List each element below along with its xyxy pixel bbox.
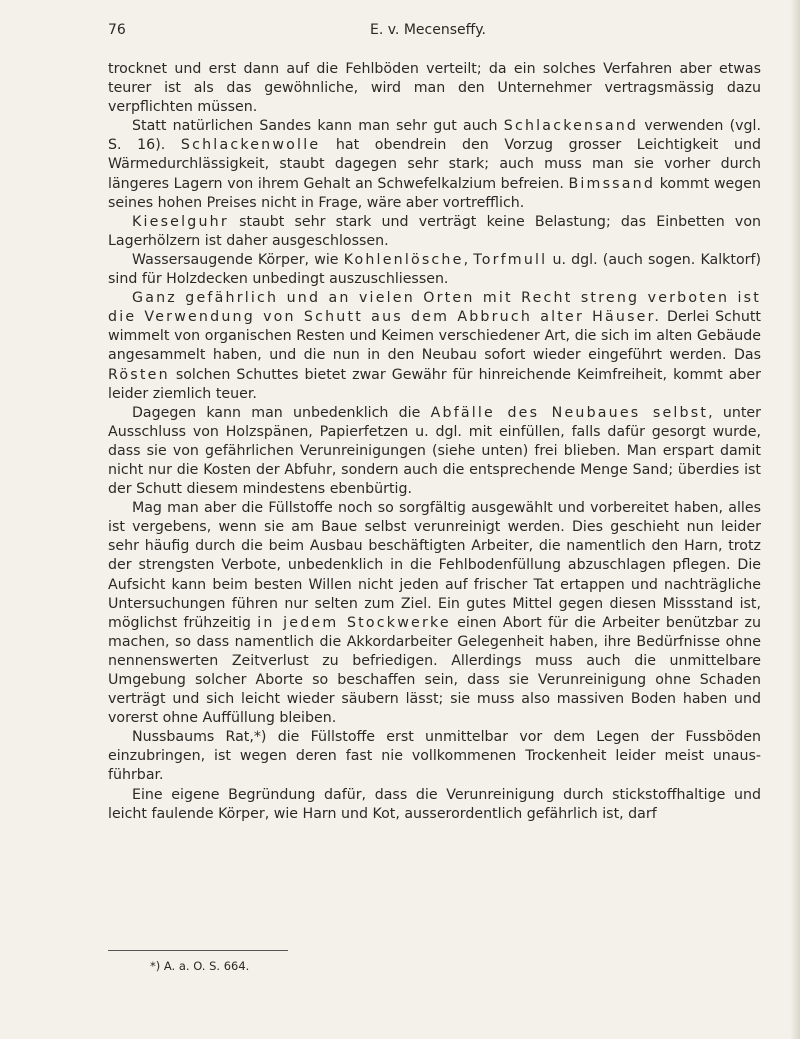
page-edge-shadow	[790, 0, 800, 1039]
text-run: staubt sehr stark und verträgt keine Belastung; das Einbetten von Lagerhölzern ist daher ausgeschlossen.	[108, 213, 761, 249]
text-run: u. dgl. (auch sogen. Kalktorf) sind für Holzdecken unbedingt auszuschliessen.	[108, 251, 761, 288]
spaced-emphasis: Schlackensand	[503, 118, 639, 135]
paragraph	[108, 251, 761, 289]
paragraph	[108, 728, 761, 785]
text-run: Mag man aber die Füllstoffe noch so sorgfältig ausgewählt und vorbereitet haben, alles ist vergebens, wenn sie am Baue selbst verunreinigt werden. Dies geschieht nun leider sehr häufig durch die beim Ausbau beschäftigten Arbeiter, die namentlich den Harn, trotz der strengsten Verbote, unbedenklich in die Fehlbodenfüllung abzuschlagen pflegen. Die Aufsicht kann beim besten Willen nicht jeden auf frischer Tat ertappen und nachträgliche Untersuchungen führen nur selten zum Ziel. Ein gutes Mittel gegen diesen Missstand ist, möglichst frühzeitig	[108, 500, 761, 631]
paragraph	[108, 289, 761, 404]
paragraph	[108, 404, 761, 499]
text-run: Statt natürlichen Sandes kann man sehr gut auch	[132, 118, 504, 135]
paragraph	[108, 60, 761, 117]
text-run: Nussbaums Rat,*) die Füllstoffe erst unmittelbar vor dem Legen der Fussböden einzubringen, ist wegen deren fast nie vollkommenen Trockenheit leider meist unausführbar.	[108, 729, 761, 784]
paragraph	[108, 213, 761, 251]
paragraph	[108, 499, 761, 728]
spaced-emphasis: Abfälle des Neubaues selbst	[430, 404, 709, 421]
page-number: 76	[108, 22, 126, 38]
spaced-emphasis: Bimssand	[568, 175, 656, 192]
spaced-emphasis: Rösten	[108, 366, 170, 383]
text-run: solchen Schuttes bietet zwar Gewähr für hinreichende Keimfreiheit, kommt aber leider ziemlich teuer.	[108, 366, 761, 402]
spaced-emphasis: Torfmull	[473, 251, 548, 268]
paragraph	[108, 117, 761, 212]
text-run: Wassersaugende Körper, wie	[132, 251, 344, 268]
spaced-emphasis: Kieselguhr	[132, 213, 229, 230]
text-run: hat obendrein den Vorzug grosser Leichtigkeit und Wärmedurchlässigkeit, staubt dagegen sehr stark; auch muss man sie vorher durch längeres Lagern von ihrem Gehalt an Schwefelkalzium befreien.	[108, 137, 762, 192]
body-text	[108, 60, 761, 824]
spaced-emphasis: Kohlenlösche	[343, 251, 464, 268]
spaced-emphasis: Ganz gefährlich und an vielen Orten mit Recht streng verboten ist die Verwendung von Schutt aus dem Abbruch alter Häuser.	[108, 290, 761, 326]
running-head: E. v. Mecenseffy.	[369, 22, 486, 38]
footnote: *) A. a. O. S. 664.	[150, 959, 250, 973]
paragraph	[108, 786, 761, 824]
text-run: kommt wegen seines hohen Preises nicht in Frage, wäre aber vortrefflich.	[108, 175, 761, 211]
page-header	[108, 18, 748, 42]
spaced-emphasis: Schlackenwolle	[180, 137, 321, 154]
text-run: ,	[463, 251, 474, 268]
spaced-emphasis: in jedem Stockwerke	[257, 614, 451, 631]
footnote-rule	[108, 950, 288, 951]
text-run: Derlei Schutt wimmelt von organischen Resten und Keimen verschiedener Art, die sich im alten Gebäude angesammelt haben, und die nun in den Neubau sofort wieder eingeführt werden. Das	[108, 309, 761, 364]
text-run: Dagegen kann man unbedenklich die	[132, 404, 431, 421]
text-run: einen Abort für die Arbeiter benützbar zu machen, so dass namentlich die Akkordarbeiter Gelegenheit haben, ihre Bedürfnisse ohne nennenswerten Zeitverlust zu befriedigen. Allerdings muss auch die unmittelbare Umgebung solcher Aborte so beschaffen sein, dass sie Verunreinigung ohne Schaden verträgt und sich leicht wieder säubern lässt; sie muss also massiven Boden haben und vorerst ohne Auffüllung bleiben.	[108, 614, 761, 727]
text-run: trocknet und erst dann auf die Fehlböden verteilt; da ein solches Verfahren aber etwas teurer ist als das gewöhnliche, wird man den Unternehmer vertragsmässig dazu verpflichten müssen.	[108, 61, 761, 116]
text-run: verwenden (vgl. S. 16).	[108, 118, 762, 154]
text-run: , unter Ausschluss von Holzspänen, Papierfetzen u. dgl. mit einfüllen, falls dafür gesorgt wurde, dass sie von gefährlichen Verunreinigungen (siehe unten) frei blieben. Man erspart damit nicht nur die Kosten der Abfuhr, sondern auch die entsprechende Menge Sand; überdies ist der Schutt diesem mindestens ebenbürtig.	[108, 404, 761, 498]
text-run: Eine eigene Begründung dafür, dass die Verunreinigung durch stickstoffhaltige und leicht faulende Körper, wie Harn und Kot, ausserordentlich gefährlich ist, darf	[108, 786, 761, 822]
